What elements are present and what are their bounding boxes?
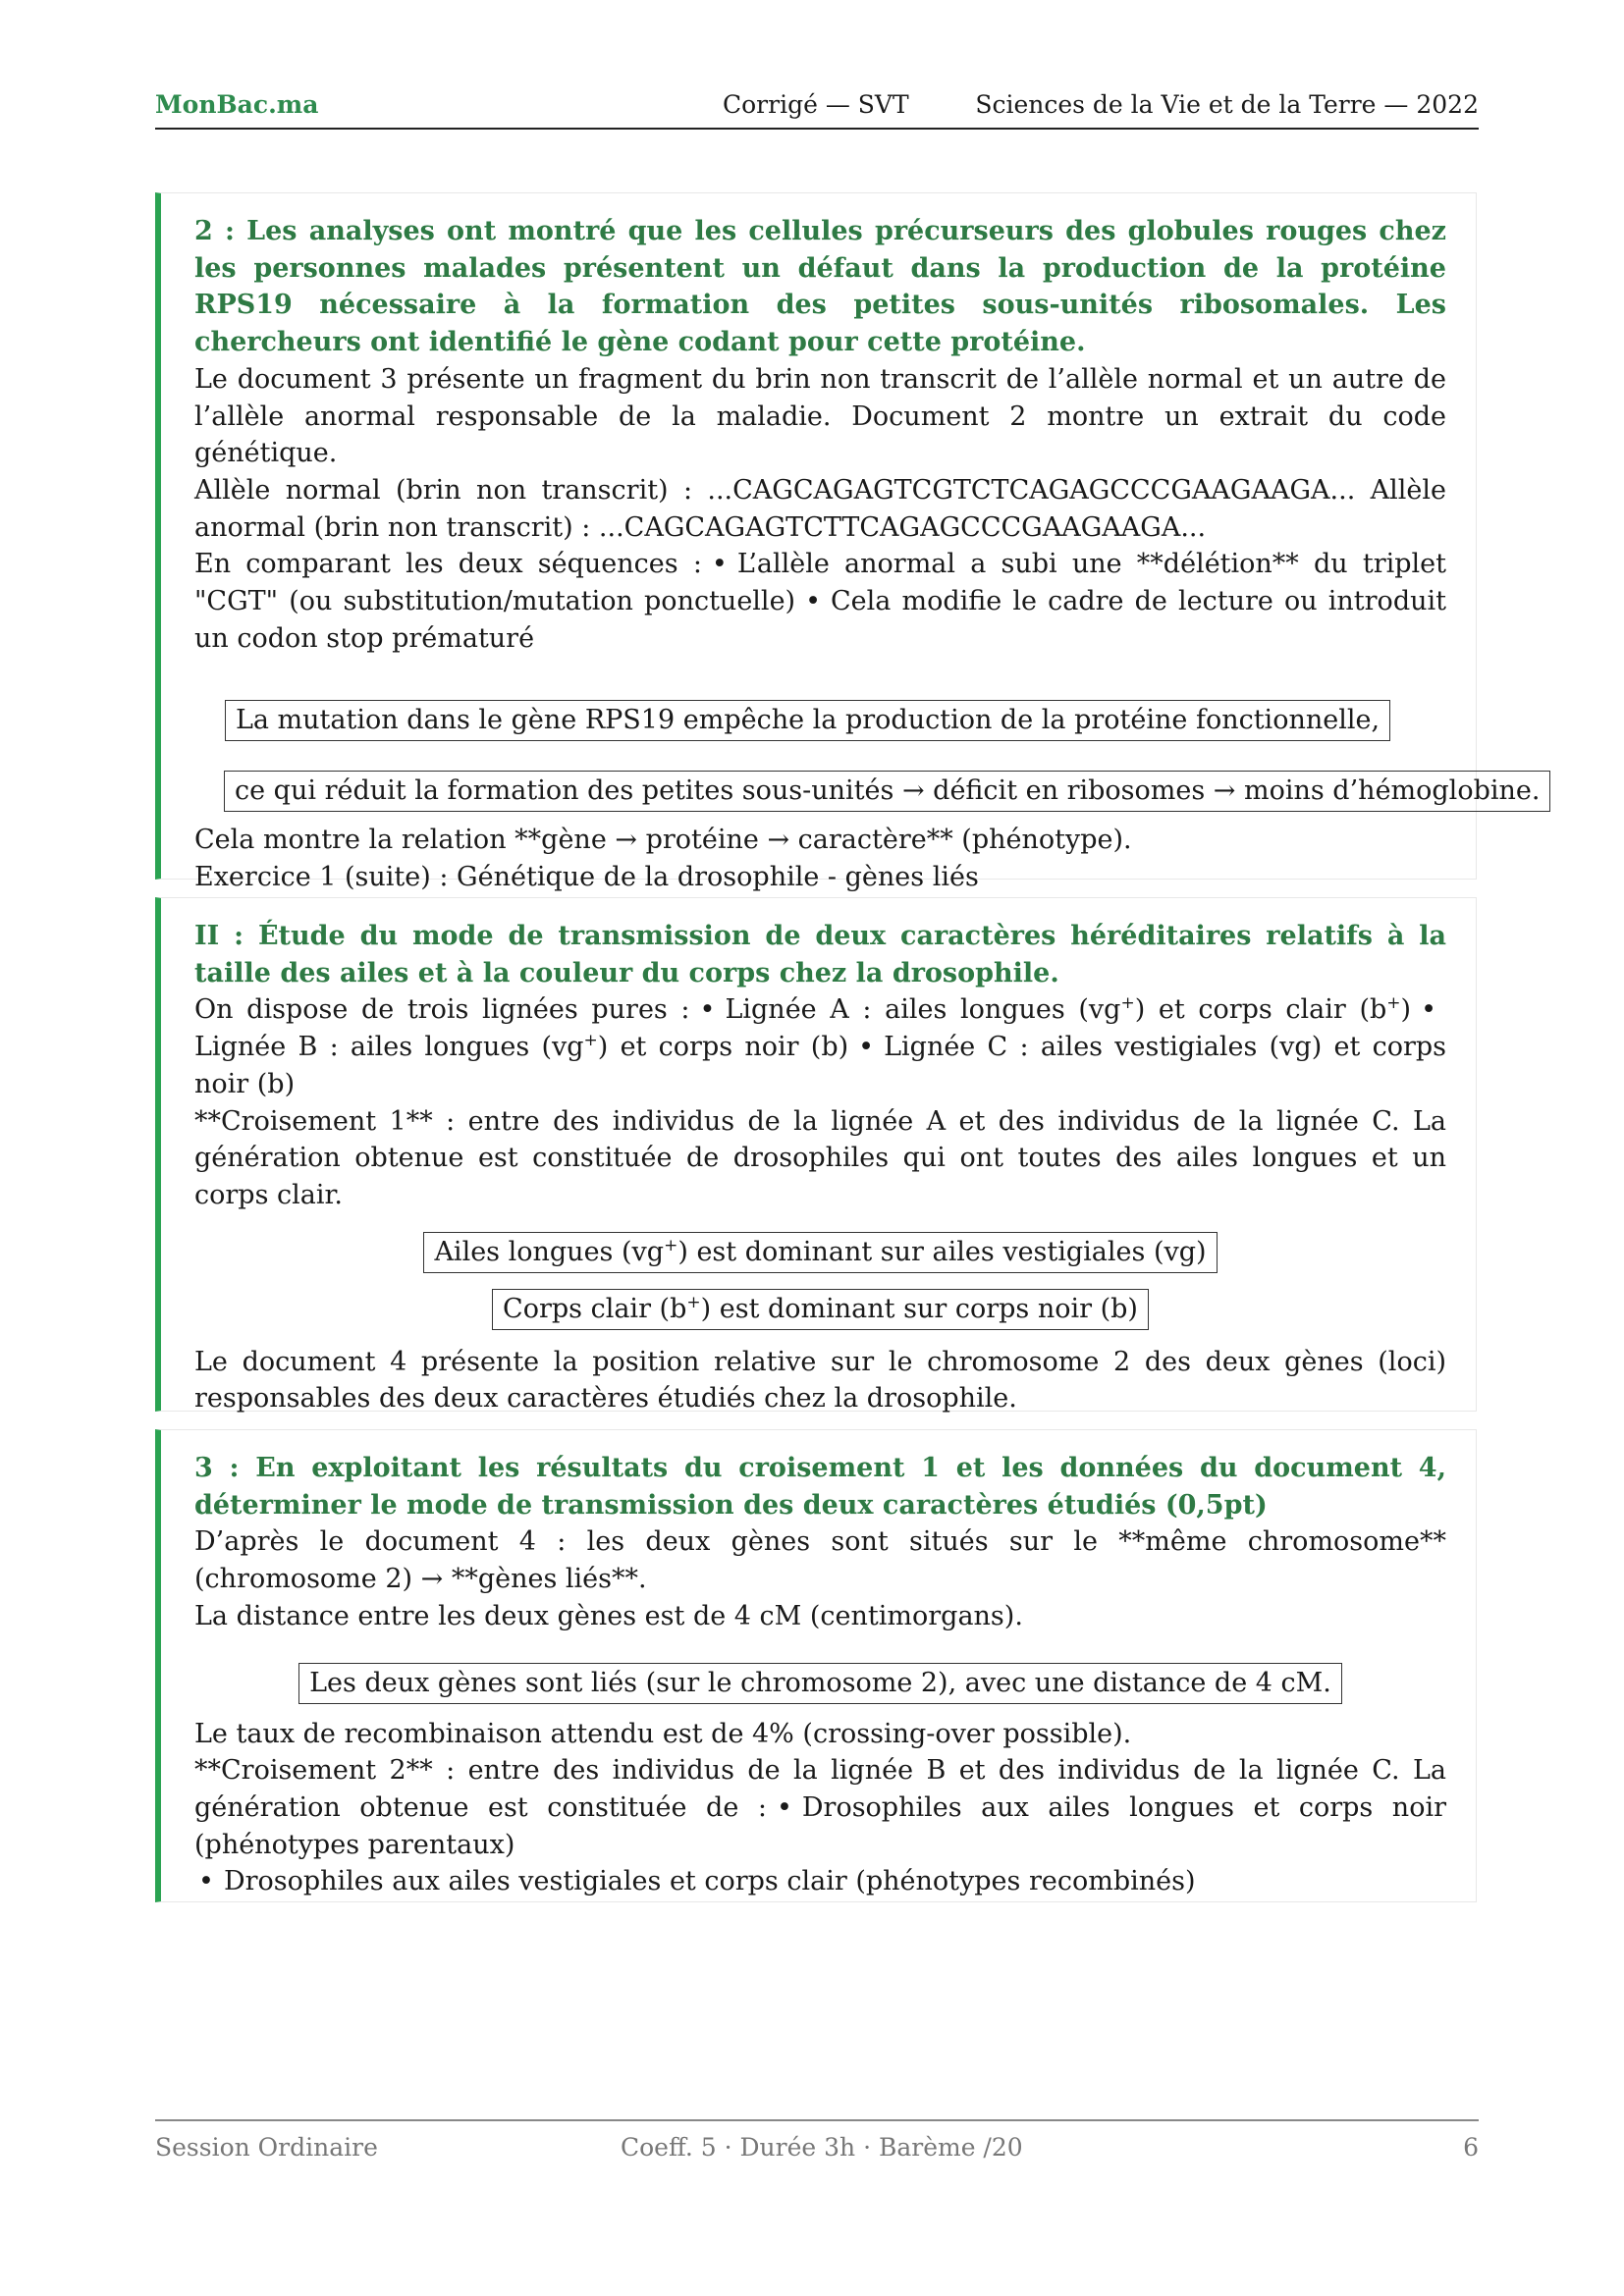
page-header [155, 90, 1479, 130]
section-heading: II : Étude du mode de transmission de deux caractères héréditaires relatifs à la taille des ailes et à la couleur du corps chez la drosophile. [194, 921, 1446, 988]
footer-exam-info: Coeff. 5 · Durée 3h · Barème /20 [621, 2133, 1023, 2162]
comparison-point-1: L’allèle anormal a subi une **délétion** du triplet "CGT" (ou substitution/mutation ponctuelle) [194, 549, 1446, 617]
paragraph-cross-1: **Croisement 1** : entre des individus de la lignée A et des individus de la lignée C. La génération obtenue est constituée de drosophiles qui ont toutes des ailes longues et un corps clair. [194, 1105, 1446, 1210]
paragraph-exercise-title: Exercice 1 (suite) : Génétique de la drosophile - gènes liés [194, 862, 979, 893]
lineage-b-text: Lignée B : ailes longues (vg [194, 1032, 584, 1063]
paragraph-distance: La distance entre les deux gènes est de 4 cM (centimorgans). [194, 1600, 1023, 1631]
conclusion-box-wrap [194, 700, 1446, 741]
footer-session: Session Ordinaire [155, 2133, 378, 2162]
lineage-c-text: Lignée C : ailes vestigiales (vg) et corps noir (b) [194, 1032, 1447, 1099]
dominance-box-wrap [194, 1232, 1446, 1273]
cross-2-intro: **Croisement 2** : entre des individus de la lignée B et des individus de la lignée C. La génération obtenue est constituée de : [194, 1755, 1446, 1823]
brand-logo-text[interactable]: MonBac.ma [155, 90, 319, 119]
bullet-icon: • [805, 586, 822, 617]
paragraph-linked-genes: D’après le document 4 : les deux gènes sont situés sur le **même chromosome** (chromosome 2) → **gènes liés**. [194, 1526, 1446, 1595]
superscript-plus: + [583, 1031, 598, 1051]
bullet-icon: • [198, 1866, 214, 1897]
lineage-a-text: ) et corps clair (b [1134, 994, 1387, 1026]
comparison-point-2: Cela modifie le cadre de lecture ou introduit un codon stop prématuré [194, 586, 1446, 654]
conclusion-box-2: ce qui réduit la formation des petites sous-unités → déficit en ribosomes → moins d’hémoglobine. [224, 771, 1550, 812]
paragraph-cross-2 [194, 1752, 1446, 1863]
dominance-wings-text: Ailes longues (vg [434, 1236, 665, 1267]
superscript-plus: + [686, 1292, 701, 1312]
superscript-plus: + [1120, 993, 1135, 1014]
paragraph-alleles: Allèle normal (brin non transcrit) : ...CAGCAGAGTCGTCTCAGAGCCCGAAGAAGA... Allèle anormal (brin non transcrit) : ...CAGCAGAGTCTTCAGAGCCCGAAGAAGA... [194, 474, 1446, 543]
paragraph-document-4: Le document 4 présente la position relative sur le chromosome 2 des deux gènes (loci) responsables des deux caractères étudiés chez la drosophile. [194, 1346, 1446, 1415]
page-footer [155, 2119, 1479, 2166]
conclusion-box-1: La mutation dans le gène RPS19 empêche la production de la protéine fonctionnelle, [225, 700, 1390, 741]
header-subject: Corrigé — SVT [723, 90, 909, 119]
paragraph-document-3: Le document 3 présente un fragment du brin non transcrit de l’allèle normal et un autre de l’allèle anormal responsable de la maladie. Document 2 montre un extrait du code génétique. [194, 363, 1446, 469]
dominance-box-wings [423, 1232, 1217, 1273]
paragraph-lineages [194, 991, 1446, 1102]
superscript-plus: + [664, 1235, 678, 1255]
comparison-intro: En comparant les deux séquences : [194, 549, 702, 580]
header-title: Sciences de la Vie et de la Terre — 2022 [975, 90, 1479, 119]
lineage-a-text: ) [1400, 994, 1412, 1026]
superscript-plus: + [1386, 993, 1401, 1014]
paragraph-cross-2-continued [194, 1863, 1446, 1900]
lineages-intro: On dispose de trois lignées pures : [194, 994, 690, 1026]
lineage-b-text: ) et corps noir (b) [597, 1032, 849, 1063]
answer-block-section-II [155, 897, 1477, 1415]
dominance-box-wrap [194, 1289, 1446, 1330]
bullet-icon: • [776, 1791, 792, 1823]
bullet-icon: • [699, 994, 716, 1026]
cross-2-result-recombined: Drosophiles aux ailes vestigiales et corps clair (phénotypes recombinés) [223, 1866, 1196, 1897]
paragraph-relation: Cela montre la relation **gène → protéine → caractère** (phénotype). [194, 825, 1132, 856]
cross-2-result-parental: Drosophiles aux ailes longues et corps noir (phénotypes parentaux) [194, 1791, 1446, 1860]
bullet-icon: • [858, 1032, 875, 1063]
bullet-icon: • [711, 549, 728, 580]
answer-block-question-3 [155, 1429, 1477, 1902]
conclusion-box-linkage: Les deux gènes sont liés (sur le chromosome 2), avec une distance de 4 cM. [298, 1663, 1342, 1704]
conclusion-box-wrap [194, 1663, 1446, 1704]
bullet-icon: • [1421, 994, 1437, 1026]
answer-block-question-2 [155, 192, 1541, 893]
question-heading: 2 : Les analyses ont montré que les cellules précurseurs des globules rouges chez les personnes malades présentent un défaut dans la production de la protéine RPS19 nécessaire à la formation des petites sous-unités ribosomales. Les chercheurs ont identifié le gène codant pour cette protéine. [194, 216, 1446, 358]
dominance-box-body [492, 1289, 1149, 1330]
lineage-a-text: Lignée A : ailes longues (vg [725, 994, 1121, 1026]
conclusion-box-wrap [194, 771, 1541, 812]
paragraph-comparison [194, 546, 1446, 657]
dominance-wings-text: ) est dominant sur ailes vestigiales (vg) [677, 1236, 1207, 1267]
page-number: 6 [1463, 2133, 1479, 2162]
question-heading: 3 : En exploitant les résultats du croisement 1 et les données du document 4, déterminer le mode de transmission des deux caractères étudiés (0,5pt) [194, 1453, 1446, 1521]
paragraph-recombination: Le taux de recombinaison attendu est de 4% (crossing-over possible). [194, 1718, 1132, 1749]
dominance-body-text: ) est dominant sur corps noir (b) [700, 1293, 1138, 1324]
dominance-body-text: Corps clair (b [503, 1293, 687, 1324]
